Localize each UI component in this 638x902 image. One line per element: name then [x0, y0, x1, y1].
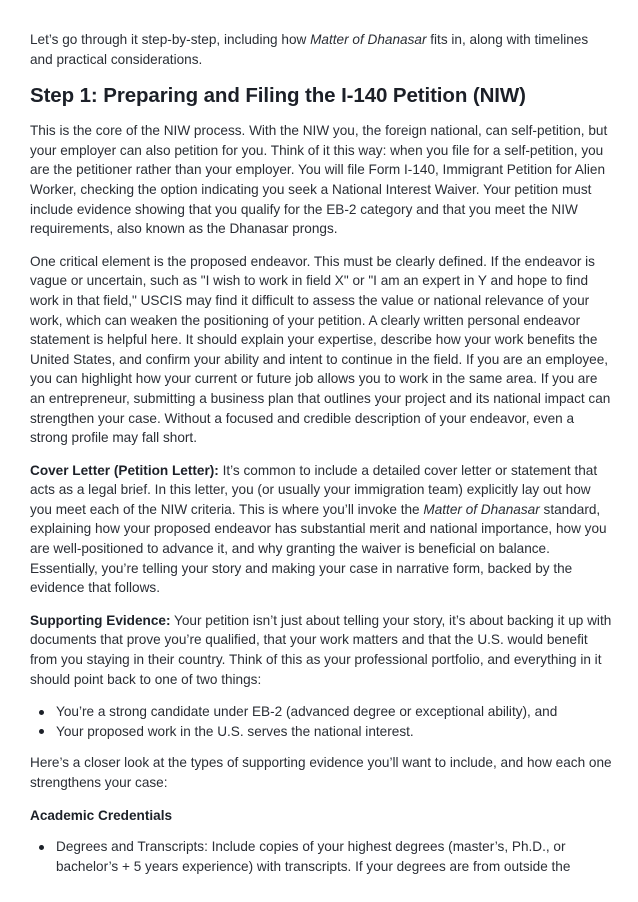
closer-look-paragraph: Here’s a closer look at the types of supporting evidence you’ll want to include, and how each one strengthens your case: [30, 755, 612, 790]
step1-heading: Step 1: Preparing and Filing the I-140 Petition (NIW) [30, 84, 526, 108]
list-item-text: Degrees and Transcripts: Include copies of your highest degrees (master’s, Ph.D., or bachelor’s + 5 years experience) with transcripts. If your degrees are from outside the [56, 839, 571, 874]
cover-letter-text-end: standard, explaining how your proposed endeavor has substantial merit and national importance, how you are well-positioned to advance it, and why granting the waiver is beneficial on balance. Essentially, you’re telling your story and making your case in narrative form, backed by the evidence that follows. [30, 501, 607, 596]
cover-letter-label: Cover Letter (Petition Letter): [30, 462, 219, 478]
article-body [30, 30, 614, 888]
intro-paragraph [30, 30, 614, 69]
step1-paragraph-core: This is the core of the NIW process. With the NIW you, the foreign national, can self-petition, but your employer can also petition for you. Think of it this way: when you file for a self-petition, you are the petitioner rather than your employer. You will file Form I-140, Immigrant Petition for Alien Worker, checking the option indicating you seek a National Interest Waiver. Your petition must include evidence showing that you qualify for the EB-2 category and that you meet the NIW requirements, also known as the Dhanasar prongs. [30, 123, 608, 237]
supporting-evidence-text: Your petition isn’t just about telling your story, it’s about backing it up with documents that prove you’re qualified, that your work matters and that the U.S. would benefit from you staying in their country. Think of this as your professional portfolio, and everything in it should point back to one of two things: [30, 612, 612, 687]
academic-credentials-heading: Academic Credentials [30, 807, 173, 823]
list-item [30, 837, 614, 876]
intro-text-start: Let’s go through it step-by-step, including how [30, 32, 311, 47]
bullet-dot-icon [39, 710, 44, 715]
supporting-evidence-paragraph [30, 611, 614, 689]
list-item [30, 722, 614, 742]
list-item-text: Your proposed work in the U.S. serves the national interest. [56, 723, 414, 739]
evidence-bullet-list [30, 702, 614, 741]
bullet-dot-icon [39, 845, 44, 850]
intro-case-name: Matter of Dhanasar [310, 32, 427, 47]
list-item-text: You’re a strong candidate under EB-2 (advanced degree or exceptional ability), and [56, 704, 558, 720]
bullet-dot-icon [39, 729, 44, 734]
supporting-evidence-label: Supporting Evidence: [30, 612, 171, 628]
cover-letter-paragraph [30, 461, 614, 598]
academic-bullet-list [30, 837, 614, 876]
intro-text-end: fits in, along with timelines and practical considerations. [30, 32, 589, 67]
list-item [30, 702, 614, 722]
cover-letter-text-start: It’s common to include a detailed cover letter or statement that acts as a legal brief. In this letter, you (or usually your immigration team) explicitly lay out how you meet each of the NIW criteria. This is where you’ll invoke the [30, 462, 598, 517]
cover-letter-case-name: Matter of Dhanasar [423, 501, 540, 517]
step1-paragraph-endeavor: One critical element is the proposed endeavor. This must be clearly defined. If the endeavor is vague or uncertain, such as "I wish to work in field X" or "I am an expert in Y and hope to find work in that field," USCIS may find it difficult to assess the value or national relevance of your work, which can weaken the positioning of your petition. A clearly written personal endeavor statement is helpful here. It should explain your expertise, describe how your work benefits the United States, and confirm your ability and intent to continue in the field. If you are an employee, you can highlight how your current or future job allows you to work in the same area. If you are an entrepreneur, submitting a business plan that outlines your project and its national impact can strengthen your case. Without a focused and credible description of your endeavor, even a strong profile may fall short. [30, 253, 611, 446]
